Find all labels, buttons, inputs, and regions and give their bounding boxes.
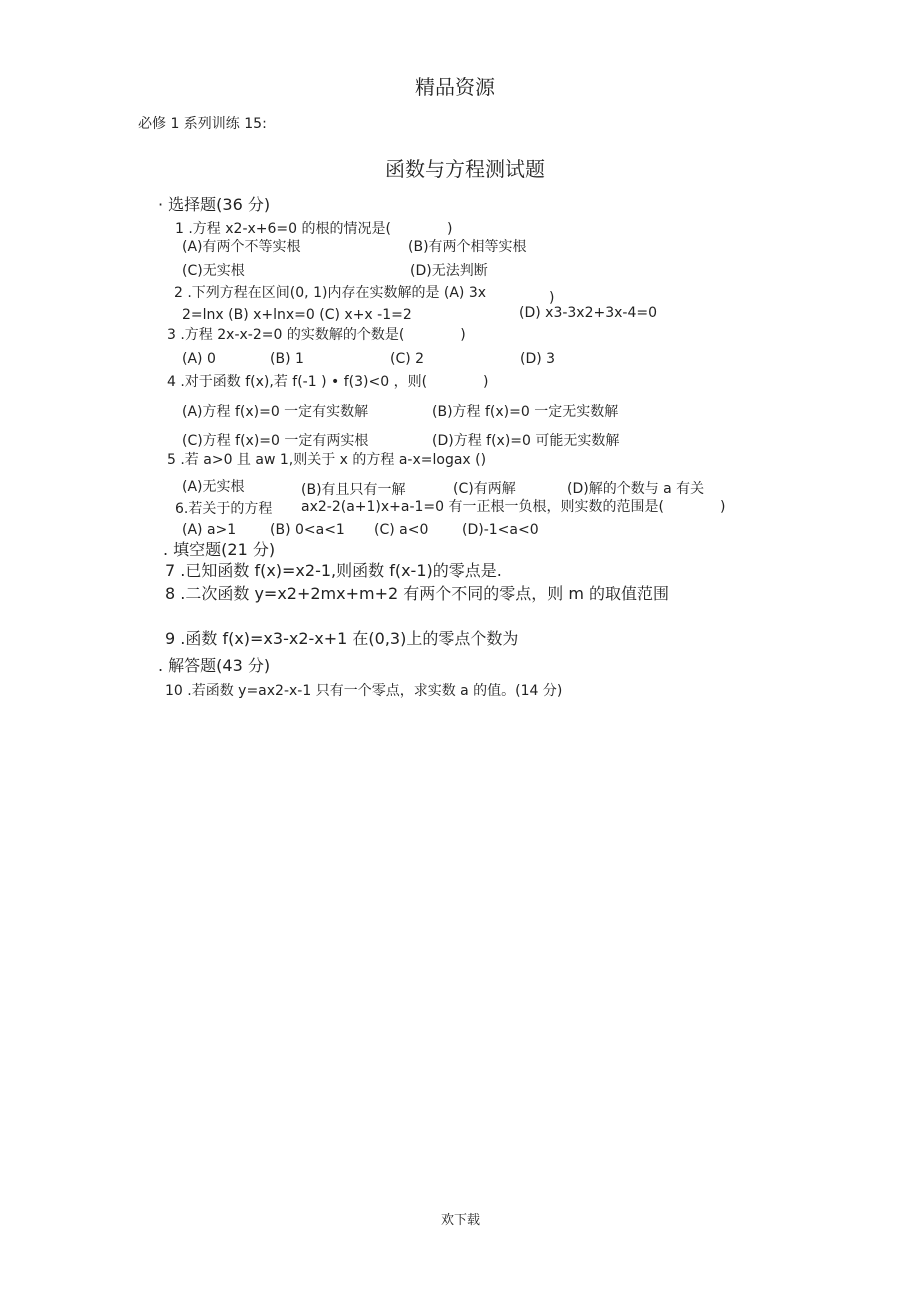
q3-option-c: (C) 2 bbox=[390, 351, 425, 367]
q1-option-d: (D)无法判断 bbox=[410, 263, 488, 279]
q4-option-c: (C)方程 f(x)=0 一定有两实根 bbox=[182, 433, 369, 449]
q1-option-b: (B)有两个相等实根 bbox=[408, 239, 527, 255]
q4-option-d: (D)方程 f(x)=0 可能无实数解 bbox=[432, 433, 620, 449]
q6-option-c: (C) a<0 bbox=[374, 522, 429, 538]
document-title: 函数与方程测试题 bbox=[385, 157, 545, 181]
q6-option-b: (B) 0<a<1 bbox=[270, 522, 345, 538]
page-footer: 欢下载 bbox=[441, 1213, 481, 1228]
q5-option-b: (B)有且只有一解 bbox=[301, 482, 406, 498]
q7-text: 7 .已知函数 f(x)=x2-1,则函数 f(x-1)的零点是. bbox=[165, 561, 502, 580]
q3-stem: 3 .方程 2x-x-2=0 的实数解的个数是( ) bbox=[167, 327, 466, 343]
q3-option-a: (A) 0 bbox=[182, 351, 216, 367]
q4-option-a: (A)方程 f(x)=0 一定有实数解 bbox=[182, 404, 369, 420]
q3-option-b: (B) 1 bbox=[270, 351, 304, 367]
q9-text: 9 .函数 f(x)=x3-x2-x+1 在(0,3)上的零点个数为 bbox=[165, 629, 519, 648]
q6-stem: 6.若关于的方程 bbox=[175, 501, 273, 517]
q5-stem: 5 .若 a>0 且 aw 1,则关于 x 的方程 a-x=logax () bbox=[167, 452, 487, 468]
series-label: 必修 1 系列训练 15: bbox=[138, 116, 267, 132]
q2-options-abc: 2=lnx (B) x+lnx=0 (C) x+x -1=2 bbox=[182, 307, 412, 323]
q1-option-a: (A)有两个不等实根 bbox=[182, 239, 301, 255]
q2-paren: ) bbox=[549, 290, 555, 306]
q5-option-c: (C)有两解 bbox=[453, 481, 516, 497]
q5-option-d: (D)解的个数与 a 有关 bbox=[567, 481, 705, 497]
q3-option-d: (D) 3 bbox=[520, 351, 556, 367]
section-fill-title: . 填空题(21 分) bbox=[163, 540, 276, 559]
q6-equation: ax2-2(a+1)x+a-1=0 有一正根一负根，则实数的范围是( ) bbox=[301, 499, 726, 515]
section-answer-title: . 解答题(43 分) bbox=[158, 656, 271, 675]
section-choice-title: · 选择题(36 分) bbox=[158, 195, 271, 214]
q4-option-b: (B)方程 f(x)=0 一定无实数解 bbox=[432, 404, 619, 420]
q2-stem: 2 .下列方程在区间(0, 1)内存在实数解的是 (A) 3x bbox=[174, 285, 487, 301]
q8-text: 8 .二次函数 y=x2+2mx+m+2 有两个不同的零点，则 m 的取值范围 bbox=[165, 584, 670, 603]
q6-option-a: (A) a>1 bbox=[182, 522, 237, 538]
page-header-title: 精品资源 bbox=[415, 75, 495, 99]
q5-option-a: (A)无实根 bbox=[182, 479, 245, 495]
q10-text: 10 .若函数 y=ax2-x-1 只有一个零点，求实数 a 的值。(14 分) bbox=[165, 683, 563, 699]
q6-option-d: (D)-1<a<0 bbox=[462, 522, 539, 538]
q1-option-c: (C)无实根 bbox=[182, 263, 245, 279]
q1-stem: 1 .方程 x2-x+6=0 的根的情况是( ) bbox=[175, 221, 453, 237]
q2-option-d: (D) x3-3x2+3x-4=0 bbox=[519, 305, 658, 321]
q4-stem: 4 .对于函数 f(x),若 f(-1 ) • f(3)<0 ，则( ) bbox=[167, 374, 489, 390]
